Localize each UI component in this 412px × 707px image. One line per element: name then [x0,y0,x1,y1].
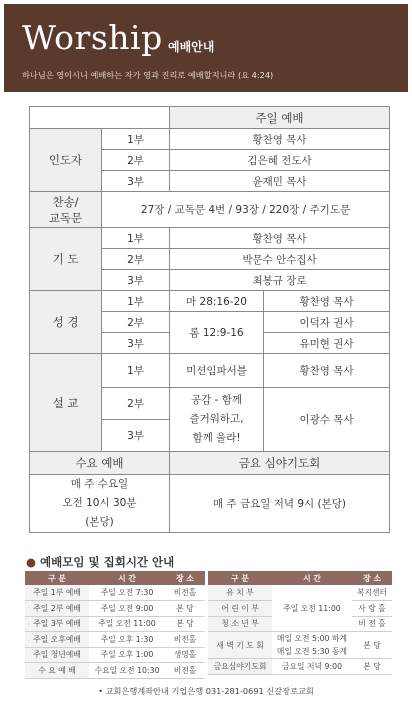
prayer-part: 3부 [102,270,170,291]
service-name: 청 소 년 부 [208,616,272,632]
service-name: 금요심야기도회 [208,659,272,675]
leader-name: 윤재민 목사 [170,171,390,192]
table-row [25,616,205,632]
friday-heading: 금요 심야기도회 [170,452,390,475]
service-name: 새 벽 기 도 회 [208,632,272,659]
schedule-table-right [208,571,392,675]
prayer-part: 2부 [102,249,170,270]
service-place: 비 전 홀 [352,616,392,632]
scripture-passage: 마 28:16-20 [170,291,264,312]
service-place: 비전홀 [165,585,205,601]
sermon-title-line: 공감 - 함께 [190,394,243,406]
sermon-title-line: 함께 울라! [192,432,241,444]
table-row [25,632,205,648]
praise-value: 27장 / 교독문 4번 / 93장 / 220장 / 주기도문 [102,192,390,228]
sermon-title: 미션임파서블 [170,354,264,388]
leader-part: 2부 [102,150,170,171]
col-header: 장 소 [352,571,392,585]
service-place: 사 랑 홀 [352,601,392,617]
sermon-title [170,388,264,452]
service-name: 주일 1부 예배 [25,585,89,601]
wednesday-line: (본당) [85,516,114,528]
sermon-part: 1부 [102,354,170,388]
table-row [208,659,392,675]
col-header: 구 분 [25,571,89,585]
col-header: 시 간 [272,571,352,585]
scripture-reader: 유미현 권사 [264,333,390,354]
scripture-passage: 롬 12:9-16 [170,312,264,354]
footer-bank-info: • 교회은행계좌안내 기업은행 031-281-0691 신갈장로교회 [98,686,314,696]
praise-label-line: 교독문 [48,210,83,225]
schedule-title-text: 예배모임 및 집회시간 안내 [40,555,175,569]
schedule-title [26,554,174,570]
wednesday-heading: 수요 예배 [30,452,170,475]
service-place: 본 당 [165,616,205,632]
service-name: 주일 오후예배 [25,632,89,648]
scripture-reader: 황찬영 목사 [264,291,390,312]
service-name: 수 요 예 배 [25,663,89,679]
col-header: 장 소 [165,571,205,585]
service-name: 어 린 이 부 [208,601,272,617]
leader-name: 황찬영 목사 [170,129,390,150]
service-place: 본 당 [352,632,392,659]
service-name: 주일 3부 예배 [25,616,89,632]
service-time: 주일 오후 1:00 [89,647,165,663]
prayer-label: 기 도 [30,228,102,291]
service-time: 주일 오전 11:00 [89,616,165,632]
prayer-part: 1부 [102,228,170,249]
table-row [25,601,205,617]
scripture-label: 성 경 [30,291,102,354]
service-time: 주일 오전 7:30 [89,585,165,601]
prayer-name: 박문수 안수집사 [170,249,390,270]
header-title: Worship [22,18,163,57]
service-time: 금요일 저녁 9:00 [272,659,352,675]
service-place: 비전홀 [165,663,205,679]
service-place: 비전홀 [165,632,205,648]
service-time: 수요일 오전 10:30 [89,663,165,679]
sermon-part: 2부 [102,388,170,420]
service-place: 본 당 [352,659,392,675]
sermon-part: 3부 [102,420,170,452]
sermon-title-line: 즐거워하고, [189,413,244,425]
service-place: 복지센터 [352,585,392,601]
service-time [272,632,352,659]
table-row [25,585,205,601]
col-header: 구 분 [208,571,272,585]
table-row [25,647,205,663]
leader-part: 3부 [102,171,170,192]
col-header: 시 간 [89,571,165,585]
prayer-name: 황찬영 목사 [170,228,390,249]
bullet-icon: ● [26,555,37,569]
scripture-part: 2부 [102,312,170,333]
schedule-table-left [25,571,205,679]
scripture-reader: 이덕자 권사 [264,312,390,333]
header-banner [4,4,408,92]
service-place: 본 당 [165,601,205,617]
scripture-part: 3부 [102,333,170,354]
prayer-name: 최봉규 장로 [170,270,390,291]
service-time: 주일 오전 11:00 [272,585,352,632]
scripture-part: 1부 [102,291,170,312]
wednesday-line: 오전 10시 30분 [62,497,137,509]
friday-value: 매 주 금요일 저녁 9시 (본당) [170,475,390,533]
service-name: 주일 청년예배 [25,647,89,663]
praise-label [30,192,102,228]
service-time-line: 매일 오전 5:30 동계 [276,647,348,656]
leader-label: 인도자 [30,129,102,192]
praise-label-line: 찬송/ [52,194,79,209]
sunday-heading: 주일 예배 [170,107,390,129]
service-name: 주일 2부 예배 [25,601,89,617]
leader-name: 김은혜 전도사 [170,150,390,171]
corner-cell [30,107,170,129]
table-row [208,585,392,601]
leader-part: 1부 [102,129,170,150]
sermon-label: 설 교 [30,354,102,452]
wednesday-line: 매 주 수요일 [70,478,129,490]
wednesday-value [30,475,170,533]
service-time: 주일 오후 1:30 [89,632,165,648]
header-subtitle: 예배안내 [168,40,215,54]
sermon-preacher: 이광수 목사 [264,388,390,452]
service-time-line: 매일 오전 5:00 하계 [276,634,348,643]
header-verse: 하나님은 영이시니 예배하는 자가 영과 진리로 예배할지니라 (요 4:24) [22,70,274,80]
worship-table [29,106,390,533]
service-time: 주일 오전 9:00 [89,601,165,617]
table-row [25,663,205,679]
sermon-preacher: 황찬영 목사 [264,354,390,388]
service-place: 생명홀 [165,647,205,663]
service-name: 유 치 부 [208,585,272,601]
